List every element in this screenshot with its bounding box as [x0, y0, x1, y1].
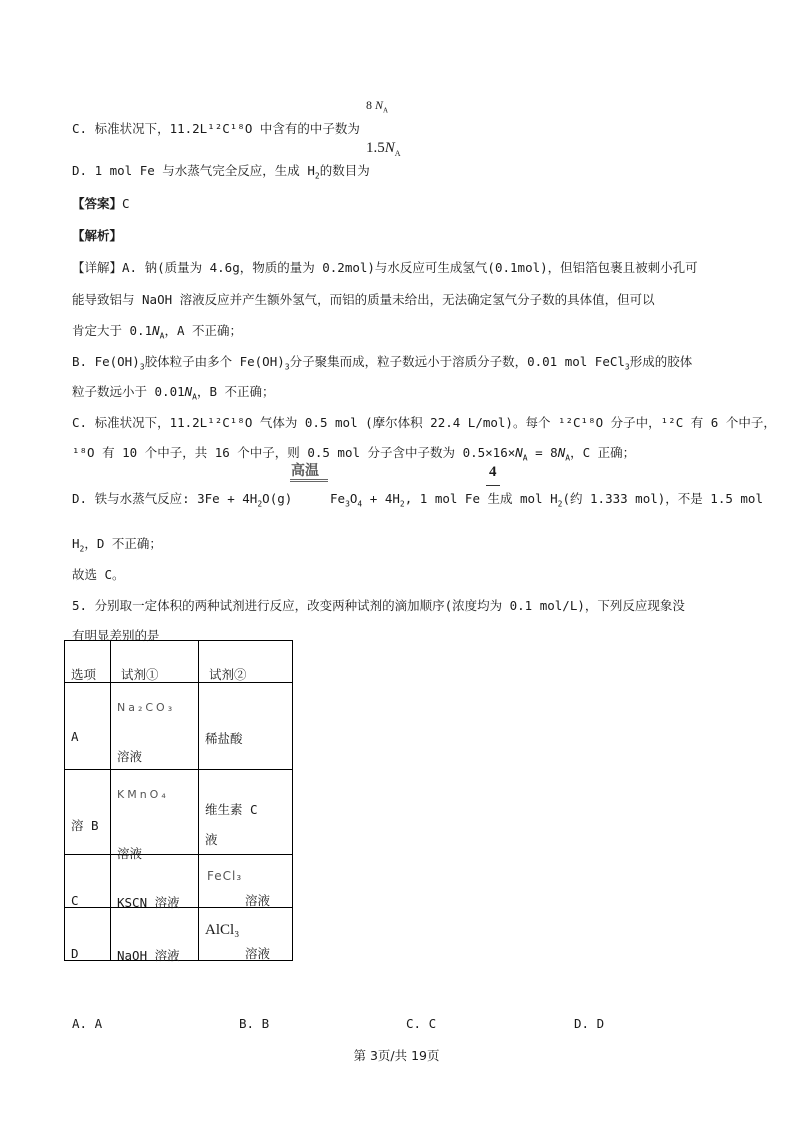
gaowen-label [291, 460, 319, 480]
choice-a: A. A [72, 1016, 103, 1031]
sub-4d: 4 [357, 499, 363, 509]
detail-line-3-a: 肯定大于 0.1 [72, 323, 153, 338]
page-footer: 第 3页/共 19页 [353, 1048, 440, 1063]
choice-d: D. D [574, 1016, 605, 1031]
detail-c-2a: ¹⁸O 有 10 个中子，共 16 个中子，则 0.5 mol 分子含中子数为 0.5×16× [72, 445, 516, 460]
row-a-option: A [71, 729, 79, 744]
formula-8na-sub: A [383, 106, 389, 115]
row-b-option: 溶 B [71, 818, 99, 833]
row-a-reagent-1-text: 溶液 [117, 749, 143, 764]
formula-15na-number: 1.5 [366, 140, 385, 156]
row-c-reagent-2-text: 溶液 [245, 893, 271, 908]
analysis-label: 【解析】 [72, 228, 123, 243]
na-sub-c2: A [565, 453, 571, 463]
q5-line-2: 有明显差别的是 [72, 628, 160, 643]
formula-15na [366, 140, 401, 158]
detail-b-2a: 粒子数远小于 0.01 [72, 384, 185, 399]
detail-d-2a: H [72, 536, 80, 551]
table-header-row [65, 641, 293, 683]
header-option: 选项 [71, 667, 97, 682]
row-b-reagent-2a: 维生素 C [205, 802, 258, 817]
sub-2f: 2 [79, 544, 85, 554]
detail-b-line-2 [72, 383, 275, 407]
sub-3a: 3 [139, 362, 145, 372]
row-d-reagent-1: NaOH 溶液 [117, 948, 180, 963]
header-reagent-2: 试剂② [209, 667, 247, 682]
row-d-option: D [71, 946, 79, 961]
row-b-reagent-2b: 液 [205, 832, 218, 847]
detail-d-1h: (约 1.333 mol)，不是 1.5 mol [562, 491, 763, 506]
q5-line-1: 5. 分别取一定体积的两种试剂进行反应，改变两种试剂的滴加顺序(浓度均为 0.1 mol/L)，下列反应现象没 [72, 598, 685, 613]
sub-3b: 3 [284, 362, 290, 372]
answer-value: C [122, 196, 130, 211]
detail-line-3-b: ，A 不正确； [164, 323, 243, 338]
option-d-sub: 2 [314, 171, 320, 181]
formula-15na-n: N [384, 140, 395, 156]
na-symbol-c1: N [515, 445, 523, 460]
detail-d-2b: ，D 不正确； [84, 536, 162, 551]
detail-d-1g: mol H [520, 491, 558, 506]
detail-d-line-1 [72, 490, 292, 514]
option-d-line [72, 162, 370, 186]
detail-b-2b: ，B 不正确； [197, 384, 275, 399]
row-d-reagent-2-text: 溶液 [245, 946, 271, 961]
na-symbol-c2: N [557, 445, 566, 460]
answer-line [72, 195, 130, 213]
sub-3d: 3 [345, 499, 350, 509]
option-c-line: C. 标准状况下，11.2L¹²C¹⁸O 中含有的中子数为 [72, 121, 360, 136]
detail-line-3 [72, 322, 242, 346]
detail-c-2b: = 8 [527, 445, 558, 460]
choice-b: B. B [239, 1016, 270, 1031]
table-row [65, 855, 293, 908]
na-sub-b: A [192, 392, 197, 402]
fraction-numerator: 4 [489, 464, 497, 480]
answer-label: 【答案】 [72, 196, 123, 211]
row-d-formula: AlCl₃ [205, 922, 240, 938]
choice-c: C. C [406, 1016, 437, 1031]
table-row [65, 908, 293, 961]
option-d-text-b: 的数目为 [319, 163, 370, 178]
detail-b-1a: B. Fe(OH) [72, 354, 140, 369]
detail-c-line-1: C. 标准状况下，11.2L¹²C¹⁸O 气体为 0.5 mol (摩尔体积 22.4 L/mol)。每个 ¹²C¹⁸O 分子中，¹²C 有 6 个中子， [72, 415, 776, 430]
na-symbol: N [152, 323, 160, 338]
row-a-formula: Na₂CO₃ [117, 701, 176, 714]
na-symbol-b: N [184, 384, 193, 399]
gaowen-arrow [290, 479, 328, 482]
formula-8na-number: 8 [366, 98, 372, 112]
sub-2e: 2 [557, 499, 563, 509]
row-b-formula: KMnO₄ [117, 788, 169, 801]
detail-c-2c: ，C 正确； [570, 445, 636, 460]
detail-d-1d: O [349, 491, 358, 506]
row-b-reagent-1-text: 溶液 [117, 846, 143, 861]
gaowen-text: 高温 [291, 464, 319, 479]
detail-d-1f: , 1 mol Fe 生成 [404, 491, 513, 506]
formula-8na-n: N [375, 98, 384, 112]
row-c-formula: FeCl₃ [207, 869, 243, 883]
sub-2d: 2 [399, 499, 405, 509]
sub-2a: 2 [257, 499, 263, 509]
detail-d-1e: + 4H [362, 491, 400, 506]
detail-c-line-2 [72, 444, 635, 468]
detail-b-line-1 [72, 353, 692, 377]
row-c-reagent-1: KSCN 溶液 [117, 895, 180, 910]
na-sub: A [159, 331, 165, 341]
detail-d-1c: Fe [330, 491, 346, 506]
conclusion-line: 故选 C。 [72, 567, 125, 582]
options-table [64, 640, 293, 961]
row-c-option: C [71, 893, 79, 908]
table-row [65, 683, 293, 770]
detail-line-2: 能导致铝与 NaOH 溶液反应并产生额外氢气，而铝的质量未给出，无法确定氢气分子数的具体值，但可以 [72, 292, 655, 307]
fraction-bar [486, 485, 500, 486]
formula-15na-sub: A [394, 149, 401, 158]
detail-d-line-2 [72, 535, 162, 559]
detail-d-tail [520, 490, 763, 514]
formula-8na [366, 98, 388, 114]
header-reagent-1: 试剂① [121, 667, 159, 682]
detail-b-1d: 形成的胶体 [629, 354, 693, 369]
detail-line-1: 【详解】A. 钠(质量为 4.6g，物质的量为 0.2mol)与水反应可生成氢气(0.1mol)，但铝箔包裹且被刺小孔可 [72, 260, 698, 275]
option-d-text-a: D. 1 mol Fe 与水蒸气完全反应，生成 H [72, 163, 315, 178]
detail-d-1b: O(g) [262, 491, 293, 506]
detail-d-1a: D. 铁与水蒸气反应: 3Fe + 4H [72, 491, 258, 506]
na-sub-c1: A [522, 453, 528, 463]
detail-b-1b: 胶体粒子由多个 Fe(OH) [144, 354, 285, 369]
detail-d-products [330, 490, 513, 514]
row-a-reagent-2: 稀盐酸 [205, 731, 243, 746]
sub-3c: 3 [624, 362, 630, 372]
table-row [65, 770, 293, 855]
detail-b-1c: 分子聚集而成，粒子数远小于溶质分子数，0.01 mol FeCl [289, 354, 625, 369]
